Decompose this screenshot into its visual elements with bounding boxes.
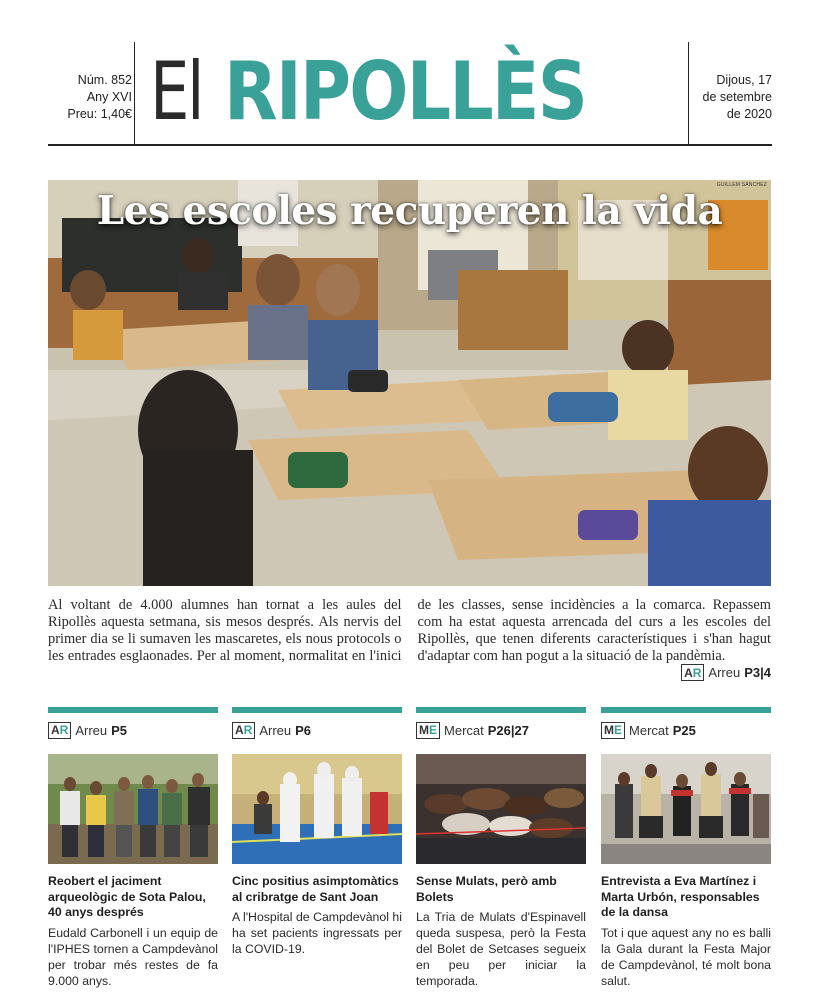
classroom-photo-illustration [48, 180, 771, 586]
date-line-1: Dijous, 17 [716, 73, 772, 87]
section-badge: A R [232, 722, 255, 739]
teaser-section-ref[interactable] [48, 720, 218, 740]
section-pages: P3|4 [744, 665, 771, 680]
cover-photo[interactable] [48, 180, 771, 586]
dancers-illustration [601, 754, 771, 864]
logo-name: RIPOLLÈS [224, 45, 587, 138]
screening-hall-illustration [232, 754, 402, 864]
masthead-rule [48, 144, 772, 146]
teaser-accent-bar [601, 707, 771, 713]
section-pages: P6 [295, 722, 312, 738]
cover-headline[interactable]: Les escoles recuperen la vida [96, 188, 723, 234]
teaser-section-ref[interactable] [232, 720, 402, 740]
section-label: Mercat [629, 722, 669, 738]
section-label: Arreu [259, 722, 292, 738]
teaser-photo[interactable] [416, 754, 586, 864]
masthead [48, 42, 772, 146]
date-line-2: de setembre [702, 90, 772, 104]
teaser-section-ref[interactable] [416, 720, 586, 740]
issue-info [48, 72, 132, 123]
section-label: Mercat [444, 722, 484, 738]
date-line-3: de 2020 [726, 107, 772, 121]
issue-number: Núm. 852 [77, 73, 132, 87]
section-pages: P25 [672, 722, 696, 738]
group-outdoors-illustration [48, 754, 218, 864]
teaser-photo[interactable] [232, 754, 402, 864]
teaser-item[interactable] [416, 707, 586, 989]
masthead-divider-right [688, 42, 689, 144]
teaser-title[interactable]: Cinc positius asimptomàtics al cribratge de Sant Joan [232, 874, 399, 904]
issue-price: Preu: 1,40€ [67, 107, 132, 121]
photo-credit: GUILLEM SÁNCHEZ [716, 182, 767, 188]
teaser-item[interactable] [601, 707, 771, 989]
section-pages: P5 [111, 722, 128, 738]
section-badge: M E [416, 722, 440, 739]
section-pages: P26|27 [487, 722, 529, 738]
teaser-row [48, 707, 771, 987]
teaser-accent-bar [48, 707, 218, 713]
cover-section-ref[interactable] [681, 664, 771, 681]
teaser-accent-bar [416, 707, 586, 713]
teaser-photo[interactable] [601, 754, 771, 864]
teaser-title[interactable]: Sense Mulats, però amb Bolets [416, 874, 557, 904]
teaser-summary: A l'Hospital de Campdevànol hi ha set pacients ingressats per la COVID-19. [232, 910, 402, 956]
section-label: Arreu [75, 722, 108, 738]
masthead-divider-left [134, 42, 135, 144]
teaser-summary: Eudald Carbonell i un equip de l'IPHES tornen a Campdevànol per trobar més restes de fa 9.000 anys. [48, 925, 218, 988]
section-label: Arreu [708, 665, 741, 680]
issue-date [690, 72, 772, 123]
horse-fair-illustration [416, 754, 586, 864]
teaser-summary: La Tria de Mulats d'Espinavell queda suspesa, però la Festa del Bolet de Setcases segueix en peu per iniciar la temporada. [416, 910, 586, 988]
teaser-title[interactable]: Entrevista a Eva Martínez i Marta Urbón, responsables de la dansa [601, 874, 760, 919]
teaser-item[interactable] [48, 707, 218, 989]
section-badge: M E [601, 722, 625, 739]
teaser-title[interactable]: Reobert el jaciment arqueològic de Sota Palou, 40 anys després [48, 874, 206, 919]
cover-lead: Al voltant de 4.000 alumnes han tornat a les aules del Ripollès aquesta setmana, sis mesos després. Als nervis del primer dia se li sumaven les mascaretes, els nous protocols o les entrades esglaonades. Per al moment, normalitat en l'inici de les classes, sense incidències a la comarca. Repassem com ha estat aquesta arrencada del curs a les escoles del Ripollès, que tenen diferents característiques i s'han hagut d'adaptar com han pogut a la situació de la pandèmia. [48, 597, 771, 664]
newspaper-logo[interactable] [150, 44, 640, 140]
teaser-photo[interactable] [48, 754, 218, 864]
teaser-accent-bar [232, 707, 402, 713]
teaser-item[interactable] [232, 707, 402, 957]
teaser-section-ref[interactable] [601, 720, 771, 740]
section-badge: A R [48, 722, 71, 739]
logo-prefix: El [150, 45, 203, 138]
teaser-summary: Tot i que aquest any no es balli la Gala durant la Festa Major de Campdevànol, té molt bona salut. [601, 925, 771, 988]
section-badge: A R [681, 664, 704, 681]
issue-year: Any XVI [86, 90, 132, 104]
